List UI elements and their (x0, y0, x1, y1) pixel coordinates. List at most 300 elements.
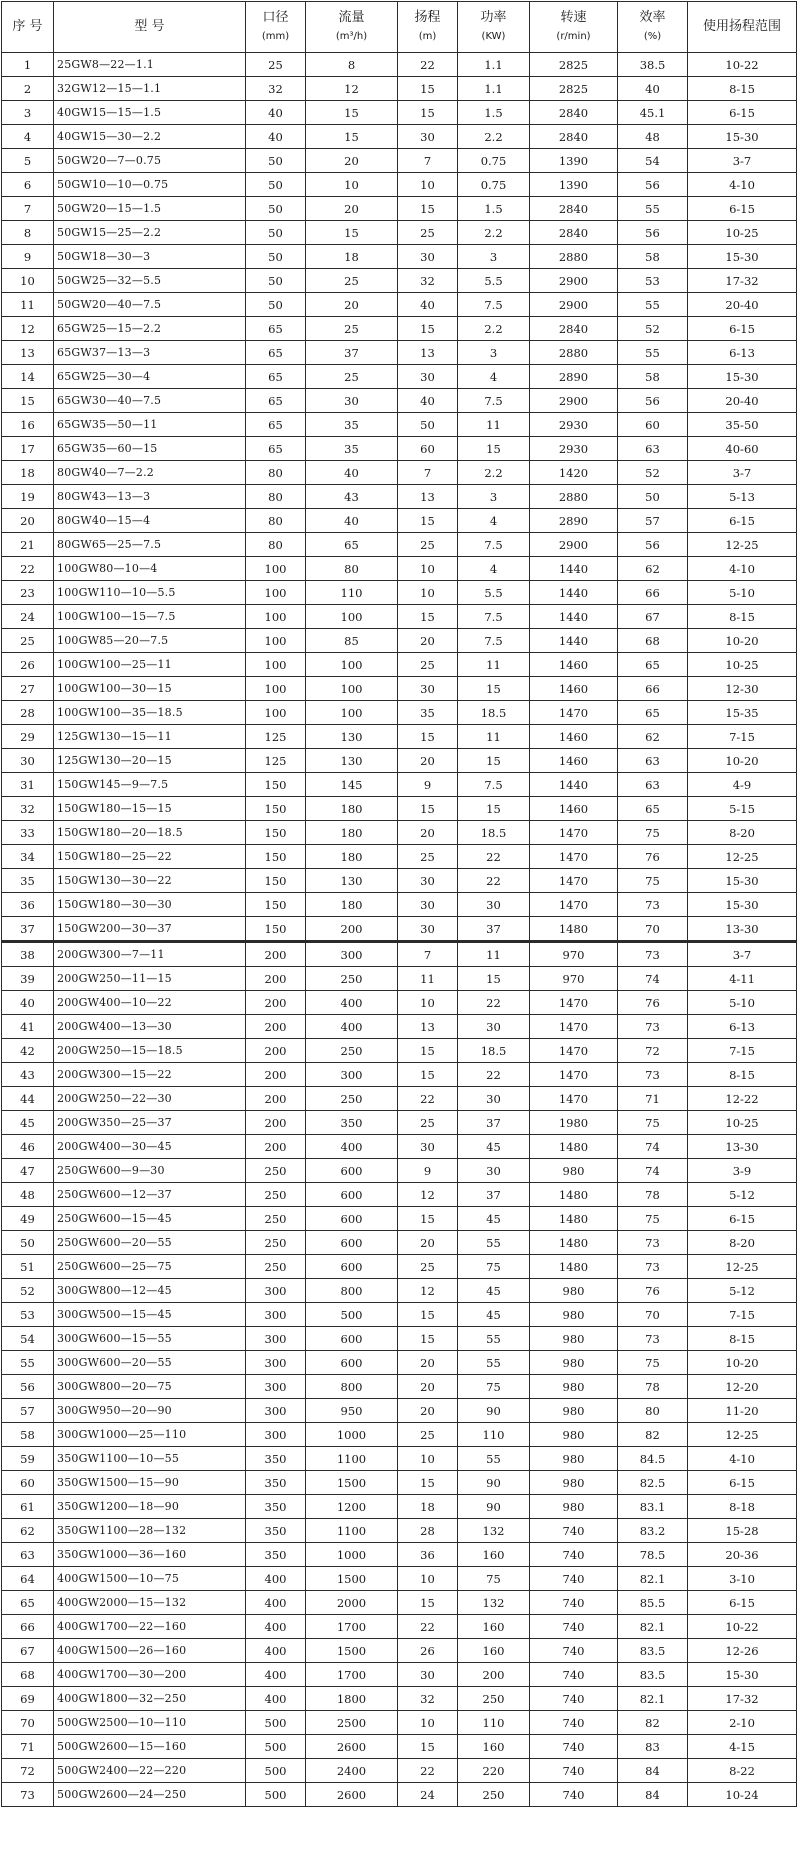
cell-speed: 1460 (530, 797, 618, 821)
cell-power: 250 (458, 1687, 530, 1711)
cell-model: 250GW600—25—75 (54, 1255, 246, 1279)
cell-efficiency: 67 (618, 605, 688, 629)
cell-power: 45 (458, 1279, 530, 1303)
cell-speed: 740 (530, 1519, 618, 1543)
cell-power: 75 (458, 1567, 530, 1591)
cell-speed: 980 (530, 1351, 618, 1375)
cell-flow: 180 (306, 797, 398, 821)
cell-power: 11 (458, 653, 530, 677)
cell-power: 37 (458, 917, 530, 942)
cell-flow: 350 (306, 1111, 398, 1135)
cell-flow: 130 (306, 749, 398, 773)
cell-flow: 8 (306, 53, 398, 77)
cell-power: 55 (458, 1351, 530, 1375)
cell-head-range: 15-30 (688, 869, 797, 893)
cell-head-range: 7-15 (688, 1039, 797, 1063)
cell-power: 7.5 (458, 389, 530, 413)
cell-efficiency: 52 (618, 317, 688, 341)
cell-model: 500GW2500—10—110 (54, 1711, 246, 1735)
cell-head-range: 12-20 (688, 1375, 797, 1399)
cell-head: 20 (398, 629, 458, 653)
cell-efficiency: 52 (618, 461, 688, 485)
table-row (2, 1615, 797, 1639)
cell-diameter: 80 (246, 533, 306, 557)
cell-power: 5.5 (458, 269, 530, 293)
cell-head-range: 3-7 (688, 942, 797, 967)
cell-speed: 1470 (530, 845, 618, 869)
cell-speed: 2930 (530, 413, 618, 437)
cell-head: 30 (398, 677, 458, 701)
cell-efficiency: 62 (618, 725, 688, 749)
cell-flow: 130 (306, 869, 398, 893)
cell-model: 100GW110—10—5.5 (54, 581, 246, 605)
cell-flow: 37 (306, 341, 398, 365)
cell-speed: 740 (530, 1735, 618, 1759)
cell-diameter: 125 (246, 749, 306, 773)
cell-head: 15 (398, 1303, 458, 1327)
cell-head-range: 8-15 (688, 1327, 797, 1351)
cell-flow: 500 (306, 1303, 398, 1327)
cell-speed: 1440 (530, 605, 618, 629)
cell-model: 200GW300—7—11 (54, 942, 246, 967)
cell-model: 200GW250—15—18.5 (54, 1039, 246, 1063)
cell-head-range: 15-30 (688, 245, 797, 269)
cell-head-range: 5-10 (688, 991, 797, 1015)
cell-flow: 1100 (306, 1519, 398, 1543)
cell-efficiency: 73 (618, 1327, 688, 1351)
cell-speed: 970 (530, 942, 618, 967)
cell-index: 46 (2, 1135, 54, 1159)
cell-power: 45 (458, 1207, 530, 1231)
cell-flow: 145 (306, 773, 398, 797)
cell-speed: 980 (530, 1495, 618, 1519)
table-row (2, 773, 797, 797)
cell-head: 15 (398, 605, 458, 629)
cell-speed: 1440 (530, 557, 618, 581)
cell-power: 7.5 (458, 629, 530, 653)
cell-head-range: 8-15 (688, 77, 797, 101)
cell-model: 500GW2400—22—220 (54, 1759, 246, 1783)
cell-head-range: 5-15 (688, 797, 797, 821)
cell-model: 65GW25—30—4 (54, 365, 246, 389)
cell-index: 1 (2, 53, 54, 77)
cell-model: 150GW200—30—37 (54, 917, 246, 942)
cell-index: 66 (2, 1615, 54, 1639)
table-row (2, 701, 797, 725)
cell-diameter: 500 (246, 1711, 306, 1735)
cell-head: 7 (398, 149, 458, 173)
cell-diameter: 300 (246, 1327, 306, 1351)
cell-head-range: 2-10 (688, 1711, 797, 1735)
cell-flow: 20 (306, 197, 398, 221)
cell-model: 50GW15—25—2.2 (54, 221, 246, 245)
cell-speed: 2890 (530, 365, 618, 389)
cell-efficiency: 83.5 (618, 1663, 688, 1687)
cell-speed: 980 (530, 1447, 618, 1471)
header-diameter-unit: (mm) (261, 30, 290, 42)
cell-model: 250GW600—12—37 (54, 1183, 246, 1207)
cell-diameter: 50 (246, 221, 306, 245)
cell-diameter: 80 (246, 461, 306, 485)
cell-efficiency: 71 (618, 1087, 688, 1111)
table-row (2, 845, 797, 869)
cell-speed: 2900 (530, 269, 618, 293)
cell-head-range: 4-10 (688, 173, 797, 197)
cell-speed: 740 (530, 1783, 618, 1807)
cell-speed: 740 (530, 1591, 618, 1615)
cell-head-range: 15-30 (688, 125, 797, 149)
cell-model: 200GW400—13—30 (54, 1015, 246, 1039)
cell-diameter: 400 (246, 1639, 306, 1663)
cell-index: 60 (2, 1471, 54, 1495)
cell-flow: 600 (306, 1207, 398, 1231)
cell-efficiency: 82.1 (618, 1615, 688, 1639)
table-row (2, 725, 797, 749)
cell-diameter: 65 (246, 365, 306, 389)
cell-power: 7.5 (458, 605, 530, 629)
cell-flow: 800 (306, 1375, 398, 1399)
cell-head-range: 8-20 (688, 1231, 797, 1255)
cell-index: 55 (2, 1351, 54, 1375)
cell-head-range: 5-12 (688, 1279, 797, 1303)
cell-index: 45 (2, 1111, 54, 1135)
cell-diameter: 350 (246, 1495, 306, 1519)
cell-flow: 1500 (306, 1639, 398, 1663)
cell-diameter: 32 (246, 77, 306, 101)
cell-power: 37 (458, 1111, 530, 1135)
table-row (2, 221, 797, 245)
cell-head-range: 6-15 (688, 1591, 797, 1615)
table-row (2, 557, 797, 581)
cell-index: 30 (2, 749, 54, 773)
cell-diameter: 100 (246, 653, 306, 677)
cell-head: 25 (398, 1423, 458, 1447)
cell-index: 43 (2, 1063, 54, 1087)
cell-power: 3 (458, 245, 530, 269)
cell-head: 32 (398, 1687, 458, 1711)
cell-index: 15 (2, 389, 54, 413)
cell-efficiency: 82.1 (618, 1687, 688, 1711)
cell-efficiency: 82.5 (618, 1471, 688, 1495)
cell-speed: 2840 (530, 317, 618, 341)
cell-index: 54 (2, 1327, 54, 1351)
cell-head-range: 5-10 (688, 581, 797, 605)
cell-efficiency: 63 (618, 749, 688, 773)
cell-flow: 15 (306, 125, 398, 149)
cell-diameter: 65 (246, 317, 306, 341)
cell-speed: 980 (530, 1375, 618, 1399)
cell-model: 50GW25—32—5.5 (54, 269, 246, 293)
cell-flow: 200 (306, 917, 398, 942)
cell-index: 63 (2, 1543, 54, 1567)
cell-head-range: 10-25 (688, 221, 797, 245)
cell-flow: 20 (306, 293, 398, 317)
cell-index: 26 (2, 653, 54, 677)
cell-model: 40GW15—30—2.2 (54, 125, 246, 149)
header-power-unit: (KW) (481, 30, 506, 42)
cell-model: 250GW600—9—30 (54, 1159, 246, 1183)
cell-efficiency: 40 (618, 77, 688, 101)
cell-model: 350GW1100—28—132 (54, 1519, 246, 1543)
cell-speed: 1440 (530, 773, 618, 797)
cell-power: 11 (458, 725, 530, 749)
cell-model: 125GW130—20—15 (54, 749, 246, 773)
cell-power: 18.5 (458, 701, 530, 725)
cell-head-range: 6-15 (688, 317, 797, 341)
cell-head-range: 4-9 (688, 773, 797, 797)
cell-efficiency: 62 (618, 557, 688, 581)
cell-power: 160 (458, 1639, 530, 1663)
table-row (2, 797, 797, 821)
cell-model: 50GW10—10—0.75 (54, 173, 246, 197)
cell-model: 300GW500—15—45 (54, 1303, 246, 1327)
cell-speed: 980 (530, 1303, 618, 1327)
cell-model: 200GW350—25—37 (54, 1111, 246, 1135)
cell-flow: 100 (306, 653, 398, 677)
cell-model: 150GW130—30—22 (54, 869, 246, 893)
cell-diameter: 300 (246, 1423, 306, 1447)
cell-head: 22 (398, 53, 458, 77)
cell-power: 22 (458, 1063, 530, 1087)
cell-head-range: 10-20 (688, 749, 797, 773)
cell-power: 2.2 (458, 125, 530, 149)
cell-speed: 1390 (530, 149, 618, 173)
cell-model: 150GW145—9—7.5 (54, 773, 246, 797)
cell-head-range: 3-10 (688, 1567, 797, 1591)
cell-diameter: 150 (246, 821, 306, 845)
cell-power: 220 (458, 1759, 530, 1783)
cell-model: 400GW1800—32—250 (54, 1687, 246, 1711)
cell-head: 20 (398, 1399, 458, 1423)
cell-efficiency: 76 (618, 991, 688, 1015)
cell-index: 65 (2, 1591, 54, 1615)
cell-head-range: 15-35 (688, 701, 797, 725)
cell-efficiency: 56 (618, 533, 688, 557)
cell-speed: 970 (530, 967, 618, 991)
cell-index: 24 (2, 605, 54, 629)
cell-index: 44 (2, 1087, 54, 1111)
cell-power: 132 (458, 1591, 530, 1615)
table-body (2, 53, 797, 1807)
table-row (2, 1231, 797, 1255)
table-row (2, 1663, 797, 1687)
cell-head-range: 12-25 (688, 533, 797, 557)
cell-flow: 2600 (306, 1783, 398, 1807)
cell-speed: 1480 (530, 1231, 618, 1255)
cell-index: 8 (2, 221, 54, 245)
cell-model: 150GW180—20—18.5 (54, 821, 246, 845)
table-row (2, 437, 797, 461)
cell-speed: 1480 (530, 917, 618, 942)
cell-power: 110 (458, 1423, 530, 1447)
cell-index: 13 (2, 341, 54, 365)
cell-power: 3 (458, 341, 530, 365)
cell-flow: 1700 (306, 1615, 398, 1639)
cell-flow: 25 (306, 317, 398, 341)
cell-power: 1.1 (458, 77, 530, 101)
cell-head-range: 12-25 (688, 845, 797, 869)
cell-power: 90 (458, 1471, 530, 1495)
cell-efficiency: 68 (618, 629, 688, 653)
cell-efficiency: 85.5 (618, 1591, 688, 1615)
cell-head: 22 (398, 1087, 458, 1111)
table-row (2, 1735, 797, 1759)
cell-head-range: 6-13 (688, 1015, 797, 1039)
cell-power: 55 (458, 1231, 530, 1255)
cell-diameter: 200 (246, 1087, 306, 1111)
cell-flow: 40 (306, 509, 398, 533)
cell-head: 15 (398, 77, 458, 101)
cell-head-range: 8-22 (688, 1759, 797, 1783)
cell-index: 57 (2, 1399, 54, 1423)
table-row (2, 533, 797, 557)
cell-head: 15 (398, 509, 458, 533)
cell-head: 30 (398, 1135, 458, 1159)
table-row (2, 197, 797, 221)
cell-efficiency: 74 (618, 967, 688, 991)
cell-power: 1.1 (458, 53, 530, 77)
table-row (2, 317, 797, 341)
table-row (2, 1471, 797, 1495)
cell-index: 33 (2, 821, 54, 845)
cell-flow: 1500 (306, 1567, 398, 1591)
pump-spec-table (1, 1, 797, 1807)
cell-head: 10 (398, 557, 458, 581)
cell-head-range: 8-20 (688, 821, 797, 845)
cell-head: 15 (398, 1591, 458, 1615)
cell-power: 2.2 (458, 317, 530, 341)
cell-flow: 80 (306, 557, 398, 581)
cell-diameter: 200 (246, 1015, 306, 1039)
cell-model: 100GW100—30—15 (54, 677, 246, 701)
cell-index: 2 (2, 77, 54, 101)
cell-flow: 600 (306, 1327, 398, 1351)
cell-power: 75 (458, 1375, 530, 1399)
cell-efficiency: 75 (618, 1207, 688, 1231)
cell-model: 100GW100—35—18.5 (54, 701, 246, 725)
cell-speed: 740 (530, 1567, 618, 1591)
cell-flow: 400 (306, 1135, 398, 1159)
cell-index: 36 (2, 893, 54, 917)
cell-efficiency: 57 (618, 509, 688, 533)
cell-head-range: 15-28 (688, 1519, 797, 1543)
cell-diameter: 250 (246, 1159, 306, 1183)
cell-efficiency: 73 (618, 1063, 688, 1087)
cell-speed: 1440 (530, 581, 618, 605)
cell-power: 15 (458, 677, 530, 701)
cell-power: 1.5 (458, 101, 530, 125)
cell-speed: 740 (530, 1615, 618, 1639)
cell-efficiency: 55 (618, 293, 688, 317)
cell-diameter: 350 (246, 1447, 306, 1471)
cell-head: 10 (398, 173, 458, 197)
cell-head-range: 5-12 (688, 1183, 797, 1207)
cell-diameter: 500 (246, 1759, 306, 1783)
cell-diameter: 300 (246, 1399, 306, 1423)
cell-diameter: 150 (246, 917, 306, 942)
table-row (2, 413, 797, 437)
cell-index: 29 (2, 725, 54, 749)
cell-index: 38 (2, 942, 54, 967)
cell-head: 30 (398, 245, 458, 269)
cell-index: 68 (2, 1663, 54, 1687)
cell-head: 30 (398, 1663, 458, 1687)
cell-speed: 2930 (530, 437, 618, 461)
cell-flow: 100 (306, 677, 398, 701)
header-row (2, 2, 797, 53)
cell-head: 15 (398, 1039, 458, 1063)
cell-diameter: 350 (246, 1471, 306, 1495)
table-row (2, 1255, 797, 1279)
cell-power: 110 (458, 1711, 530, 1735)
cell-power: 1.5 (458, 197, 530, 221)
cell-speed: 740 (530, 1687, 618, 1711)
cell-head-range: 12-30 (688, 677, 797, 701)
cell-speed: 980 (530, 1279, 618, 1303)
cell-diameter: 500 (246, 1735, 306, 1759)
cell-index: 7 (2, 197, 54, 221)
cell-index: 22 (2, 557, 54, 581)
cell-efficiency: 56 (618, 173, 688, 197)
table-row (2, 1543, 797, 1567)
cell-head-range: 13-30 (688, 1135, 797, 1159)
cell-efficiency: 73 (618, 1015, 688, 1039)
cell-power: 15 (458, 797, 530, 821)
cell-speed: 2825 (530, 77, 618, 101)
cell-flow: 65 (306, 533, 398, 557)
table-row (2, 1639, 797, 1663)
cell-model: 500GW2600—24—250 (54, 1783, 246, 1807)
cell-speed: 1470 (530, 869, 618, 893)
cell-diameter: 150 (246, 845, 306, 869)
cell-flow: 400 (306, 991, 398, 1015)
cell-diameter: 100 (246, 629, 306, 653)
cell-diameter: 200 (246, 1135, 306, 1159)
cell-speed: 740 (530, 1711, 618, 1735)
table-row (2, 485, 797, 509)
cell-efficiency: 56 (618, 221, 688, 245)
table-row (2, 365, 797, 389)
cell-head: 15 (398, 317, 458, 341)
cell-flow: 950 (306, 1399, 398, 1423)
cell-diameter: 200 (246, 967, 306, 991)
cell-speed: 2880 (530, 341, 618, 365)
cell-index: 59 (2, 1447, 54, 1471)
cell-head: 15 (398, 1327, 458, 1351)
cell-index: 51 (2, 1255, 54, 1279)
cell-speed: 1480 (530, 1183, 618, 1207)
cell-model: 300GW950—20—90 (54, 1399, 246, 1423)
cell-efficiency: 66 (618, 677, 688, 701)
cell-head: 7 (398, 942, 458, 967)
cell-index: 72 (2, 1759, 54, 1783)
cell-efficiency: 83.2 (618, 1519, 688, 1543)
cell-power: 18.5 (458, 1039, 530, 1063)
cell-index: 21 (2, 533, 54, 557)
cell-model: 50GW20—15—1.5 (54, 197, 246, 221)
cell-head-range: 13-30 (688, 917, 797, 942)
cell-diameter: 50 (246, 149, 306, 173)
cell-efficiency: 65 (618, 797, 688, 821)
cell-efficiency: 83 (618, 1735, 688, 1759)
table-row (2, 1759, 797, 1783)
cell-model: 150GW180—30—30 (54, 893, 246, 917)
cell-head-range: 40-60 (688, 437, 797, 461)
cell-head-range: 17-32 (688, 269, 797, 293)
cell-efficiency: 73 (618, 942, 688, 967)
cell-efficiency: 74 (618, 1159, 688, 1183)
cell-index: 35 (2, 869, 54, 893)
